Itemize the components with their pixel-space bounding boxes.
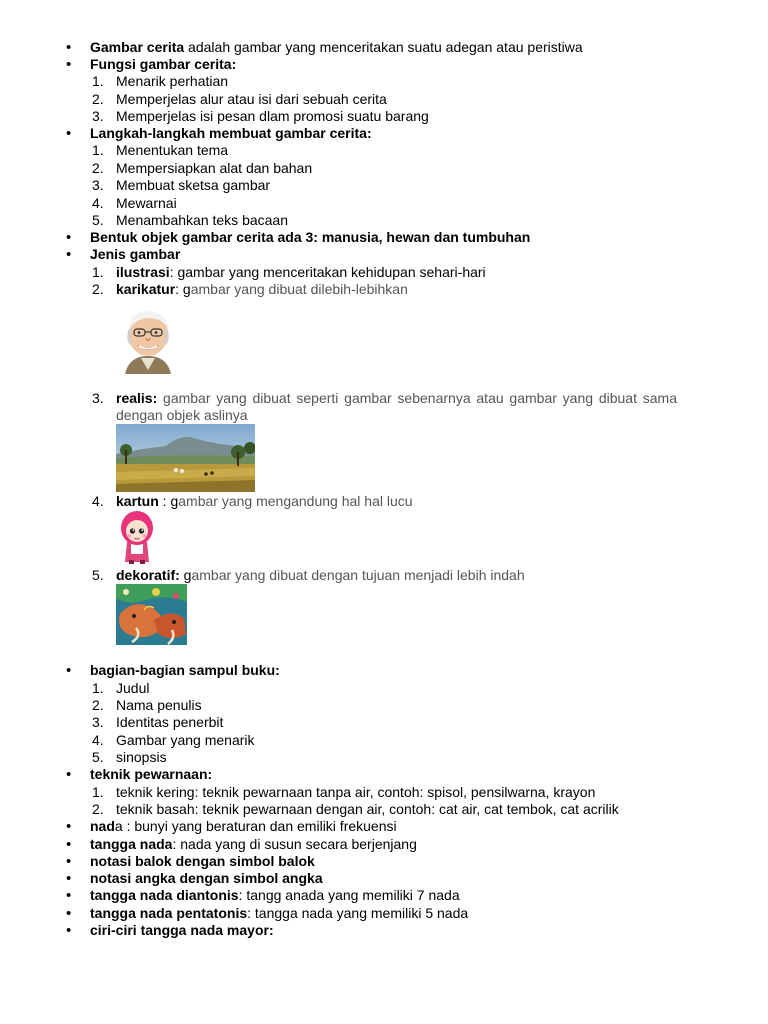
definition-text: adalah gambar yang menceritakan suatu adegan atau peristiwa: [184, 39, 583, 55]
bullet: •: [66, 836, 72, 853]
decorative-image: [116, 584, 187, 645]
cartoon-girl: [119, 510, 155, 564]
bullet: •: [66, 229, 72, 246]
bullet: •: [66, 39, 72, 56]
bullet: •: [66, 662, 72, 679]
bullet: •: [66, 766, 72, 783]
bullet: •: [66, 853, 72, 870]
bullet: •: [66, 56, 72, 73]
document-page: • Gambar cerita adalah gambar yang menceritakan suatu adegan atau peristiwa • Fungsi gambar cerita: 1. Menarik perhatian 2. Memperjelas alur atau isi dari sebuah cerita 3. Memperjelas isi pesan dlam promosi suatu barang • Langkah-langkah membuat gambar cerita: 1. Menentukan tema 2. Mempersiapkan alat dan bahan 3. Membuat sketsa gambar 4. Mewarnai 5. Menambahkan teks bacaan • Bentuk objek gambar cerita ada 3: manusia, hewan dan tumbuhan • Jenis gambar 1. ilustrasi: gambar yang menceritakan kehidupan sehari-hari 2. karikatur: gambar yang dibuat dilebih-lebihkan 3. realis: gambar yang dibuat seperti gambar sebenarnya atau gambar yang dibuat sama dengan objek aslinya 4. kartun : gambar yang mengandung hal hal lucu 5. dekoratif: gambar yang dibuat dengan tujuan menjadi lebih indah • bagian-bagian sampul buku: 1. Judul 2. Nama penulis 3. Identitas penerbit 4. Gambar yang menarik 5. sinopsis • teknik pewarnaan: 1. teknik kering: teknik pewarnaan tanpa air, contoh: spisol, pensilwarna, krayon 2. teknik basah: teknik pewarnaan dengan air, contoh: cat air, cat tembok, cat acrilik • nada : bunyi yang beraturan dan emiliki frekuensi • tangga nada: nada yang di susun secara berjenjang • notasi balok dengan simbol balok • notasi angka dengan simbol angka • tangga nada diantonis: tangg anada yang memiliki 7 nada • tangga nada pentatonis: tangga nada yang memiliki 5 nada • ciri-ciri tangga nada mayor:: [66, 39, 677, 939]
bullet: •: [66, 870, 72, 887]
section-heading: Jenis gambar: [90, 246, 181, 262]
landscape-painting: [116, 424, 255, 492]
bullet: •: [66, 818, 72, 835]
bullet: •: [66, 887, 72, 904]
section-heading: teknik pewarnaan:: [90, 766, 213, 782]
section-heading: Fungsi gambar cerita:: [90, 56, 237, 72]
decorative-painting: [116, 584, 187, 645]
caricature-image: [119, 306, 177, 374]
bullet: •: [66, 125, 72, 142]
bullet: •: [66, 905, 72, 922]
caricature-illustration: [119, 306, 177, 374]
section-heading: bagian-bagian sampul buku:: [90, 662, 280, 678]
bullet: •: [66, 922, 72, 939]
bullet: •: [66, 246, 72, 263]
realistic-landscape-image: [116, 424, 255, 492]
section-heading: Langkah-langkah membuat gambar cerita:: [90, 125, 372, 141]
section-heading: Bentuk objek gambar cerita ada 3: manusia, hewan dan tumbuhan: [90, 229, 531, 245]
term: Gambar cerita: [90, 39, 185, 55]
cartoon-image: [119, 510, 155, 564]
